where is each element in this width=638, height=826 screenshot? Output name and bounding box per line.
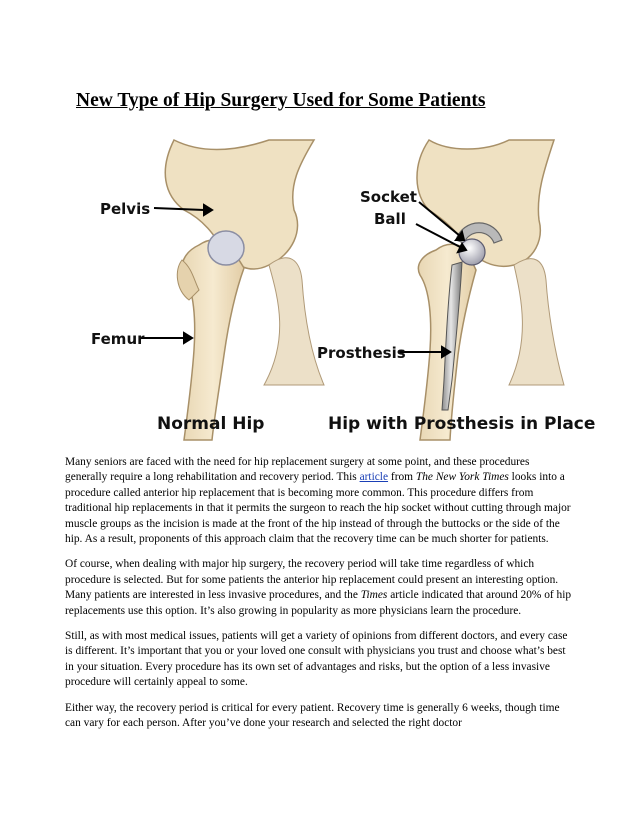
caption-prosthesis-hip: Hip with Prosthesis in Place xyxy=(328,414,596,434)
left-femur-shape xyxy=(182,240,244,440)
article-link[interactable]: article xyxy=(359,471,389,484)
label-socket: Socket xyxy=(360,188,417,206)
source-name: The New York Times xyxy=(415,471,509,484)
paragraph-2: Of course, when dealing with major hip surgery, the recovery period will take time regardless of which procedure is selected. But for some patients the anterior hip replacement could present an interesting option. Many patients are interested in less invasive procedures, and the Times article indicated that around 20% of hip replacements use this option. It’s also growing in popularity as more physicians learn the procedure. xyxy=(65,558,572,617)
normal-hip-illustration xyxy=(165,140,324,440)
label-prosthesis: Prosthesis xyxy=(317,344,406,362)
label-ball: Ball xyxy=(374,210,406,228)
right-pelvis-lower xyxy=(509,259,564,385)
paragraph-4: Either way, the recovery period is critical for every patient. Recovery time is generally 6 weeks, though time can vary for each person. After you’ve done your research and selected the right doctor xyxy=(65,701,560,730)
hip-diagram xyxy=(64,140,596,440)
caption-normal-hip: Normal Hip xyxy=(157,414,265,434)
label-pelvis: Pelvis xyxy=(100,200,151,218)
label-femur: Femur xyxy=(91,330,145,348)
left-femoral-head xyxy=(208,231,244,265)
prosthesis-hip-illustration xyxy=(417,140,564,440)
left-pelvis-lower xyxy=(264,258,324,385)
prosthesis-ball xyxy=(459,239,485,265)
paragraph-3: Still, as with most medical issues, patients will get a variety of opinions from different doctors, and every case is different. It’s important that you or your loved one consult with physicians you trust and choose what’s best in your situation. Every procedure has its own set of advantages and risks, but the option of a less invasive procedure will certainly appeal to some. xyxy=(65,630,568,689)
source-name-short: Times xyxy=(360,589,388,602)
paragraph-1: Many seniors are faced with the need for hip replacement surgery at some point, and these procedures generally require a long rehabilitation and recovery period. This article from The New York Times looks into a procedure called anterior hip replacement that is becoming more common. This procedure differs from traditional hip replacements in that it permits the surgeon to reach the hip socket without cutting through major muscle groups as the incision is made at the front of the hip instead of through the buttocks or the side of the hip. As a result, proponents of this approach claim that the recovery time can be much shorter for patients. xyxy=(65,456,571,546)
right-pelvis-shape xyxy=(417,140,554,266)
page-title: New Type of Hip Surgery Used for Some Patients xyxy=(76,90,486,111)
article-body xyxy=(65,455,573,742)
